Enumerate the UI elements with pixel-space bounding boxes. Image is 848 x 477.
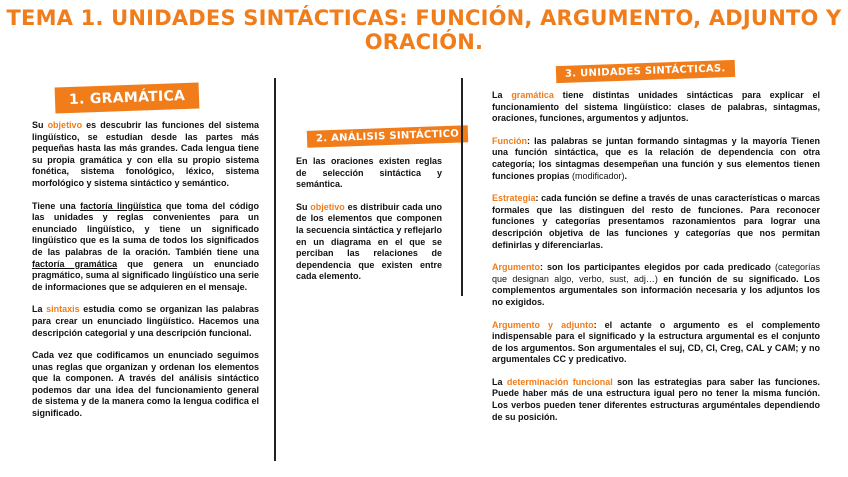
column-divider-1 (274, 78, 276, 461)
paragraph (32, 120, 259, 190)
paragraph (32, 201, 259, 294)
section-heading-unidades: 3. UNIDADES SINTÁCTICAS. (556, 60, 735, 83)
text: que toma del código las unidades y reglas convenientes para un enunciado lingüístico, y tiene un significado lingüístico que es la suma de todos los significados de las palabras de la oración. También tiene una (32, 200, 259, 257)
paragraph (492, 377, 820, 423)
text: : cada función se define a través de unas características o marcas formales que las distinguen del resto de funciones. Para reconocer funciones y categorías presentamos razonamientos para lograr una descripción objetiva de las funciones y categorías que nos permitan definirlas y diferenciarlas. (492, 193, 820, 250)
section-heading-analisis: 2. ANÁLISIS SINTÁCTICO (307, 125, 469, 148)
highlight-term: Función (492, 135, 527, 146)
text: es descubrir las funciones del sistema lingüístico, se estudian desde las partes más pequeñas hasta las más grandes. Cada lengua tiene su propia gramática y con ella su propio sistema fonética, sistema fonológico, léxico, sistema morfológico y sistema sintáctico y semántico. (32, 120, 259, 188)
text: son las estrategias para saber las funciones. Puede haber más de una estructura igual pero no tener la misma función. Los verbos pueden tener diferentes estructuras arguméntales dependiendo de su posición. (492, 376, 820, 422)
text: en función de su significado. Los complementos argumentales son información necesaria y los adjuntos los no exigidos. (492, 273, 821, 307)
highlight-term: Argumento (492, 262, 540, 273)
underlined-term: factoría gramática (32, 258, 118, 269)
column-gramatica (32, 120, 259, 431)
highlight-term: objetivo (310, 201, 345, 212)
paragraph (492, 262, 820, 308)
note-text: (categorías que designan algo, verbo, sust, adj…) (492, 262, 820, 284)
paragraph (492, 193, 820, 251)
paragraph (492, 90, 820, 125)
paragraph (32, 304, 259, 339)
text: La (492, 90, 512, 100)
highlight-term: Estrategia (492, 193, 536, 204)
highlight-term: Argumento y adjunto (492, 319, 594, 330)
page-title: TEMA 1. UNIDADES SINTÁCTICAS: FUNCIÓN, ARGUMENTO, ADJUNTO Y ORACIÓN. (6, 6, 842, 54)
text: Su (296, 201, 311, 212)
paragraph (492, 320, 820, 366)
text: : las palabras se juntan formando sintagmas y la mayoría Tienen una función sintáctica, que es la relación de dependencia con otra categoría; los sintagmas desempeñan una función y sus elementos tienen funciones propias (492, 135, 820, 181)
section-heading-gramatica: 1. GRAMÁTICA (55, 82, 200, 113)
text: La (492, 376, 507, 387)
text: : son los participantes elegidos por cada predicado (540, 262, 775, 273)
text: es distribuir cada uno de los elementos que componen la secuencia sintáctica y reflejarlo en un diagrama en el que se perciban las relaciones de dependencia que existen entre cada elemento. (296, 201, 442, 282)
paragraph (492, 136, 820, 182)
text: Su (32, 120, 48, 130)
paragraph: Cada vez que codificamos un enunciado seguimos unas reglas que organizan y ordenan los elementos que la componen. A través del análisis sintáctico podemos dar una idea del funcionamiento general de sistema y de la manera como la lengua codifica el significado. (32, 350, 259, 419)
text: estudia como se organizan las palabras para crear un enunciado lingüístico. Hacemos una descripción categorial y una descripción funcional. (32, 304, 259, 338)
column-unidades (492, 90, 820, 434)
text: . (624, 170, 628, 181)
highlight-term: sintaxis (46, 304, 80, 315)
highlight-term: gramática (511, 90, 554, 100)
text: : el actante o argumento es el complemento indispensable para el significado y la estructura argumental es el conjunto de los argumentos. Son argumentales el suj, CD, CI, Creg, CAL y CAM; y no argumentales CC y predicativo. (492, 319, 821, 365)
text: La (32, 304, 47, 315)
paragraph (296, 202, 442, 283)
highlight-term: objetivo (47, 120, 83, 130)
text: tiene distintas unidades sintácticas para explicar el funcionamiento del sistema lingüístico: clases de palabras, sintagmas, oraciones, funciones, argumentos y adjuntos. (492, 90, 820, 124)
text: Tiene una (32, 200, 81, 211)
note-text: (modificador) (572, 170, 625, 181)
column-divider-2 (461, 78, 463, 296)
column-analisis (296, 156, 442, 294)
paragraph: En las oraciones existen reglas de selección sintáctica y semántica. (296, 156, 442, 190)
text: que genera un enunciado pragmático, suma al significado lingüístico una serie de informaciones que se adquieren en el mensaje. (32, 258, 259, 292)
highlight-term: determinación funcional (506, 376, 613, 387)
underlined-term: factoría lingüística (80, 200, 162, 211)
